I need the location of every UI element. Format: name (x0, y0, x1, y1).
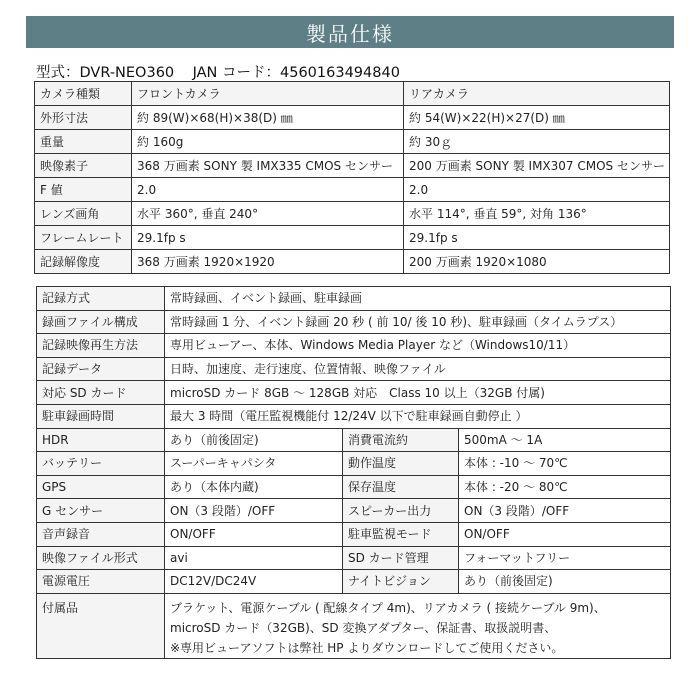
row-label: フレームレート (35, 226, 132, 250)
spec-value: ON（3 段階）/OFF (459, 499, 671, 523)
spec-value: 本体 : -10 ～ 70℃ (459, 452, 671, 476)
spec-value: 常時録画 1 分、イベント録画 20 秒 ( 前 10/ 後 10 秒)、駐車録画（タイムラプス） (165, 310, 671, 334)
column-header: リアカメラ (404, 82, 670, 106)
row-label: ナイトビジョン (343, 570, 459, 594)
spec-value: 本体 : -20 ～ 80℃ (459, 475, 671, 499)
table-row (35, 154, 670, 178)
table-row (35, 178, 670, 202)
spec-value: ON/OFF (459, 522, 671, 546)
table-row (37, 287, 671, 311)
table-row (35, 250, 670, 274)
row-label: 消費電流約 (343, 428, 459, 452)
spec-value: 約 30ｇ (404, 130, 670, 154)
table-row (37, 310, 671, 334)
spec-value: フォーマットフリー (459, 546, 671, 570)
table-row (37, 404, 671, 428)
model-line (36, 61, 400, 82)
spec-value: avi (165, 546, 343, 570)
row-label: 外形寸法 (35, 106, 132, 130)
table-row (37, 546, 671, 570)
spec-value: スーパーキャパシタ (165, 452, 343, 476)
row-label: 駐車録画時間 (37, 404, 165, 428)
spec-value: 約 160g (132, 130, 404, 154)
row-label: 記録方式 (37, 287, 165, 311)
row-label: 音声録音 (37, 522, 165, 546)
spec-value: 500mA ～ 1A (459, 428, 671, 452)
table-row (37, 570, 671, 594)
accessories-list (165, 593, 671, 658)
table-row (37, 452, 671, 476)
model-number: 型式：DVR-NEO360 (36, 65, 175, 81)
row-label: F 値 (35, 178, 132, 202)
spec-value: 約 54(W)×22(H)×27(D) ㎜ (404, 106, 670, 130)
table-row (37, 357, 671, 381)
table-row (37, 522, 671, 546)
general-spec-table (36, 286, 671, 659)
row-label: バッテリー (37, 452, 165, 476)
table-row (35, 106, 670, 130)
spec-value: 200 万画素 SONY 製 IMX307 CMOS センサー (404, 154, 670, 178)
spec-value: 約 89(W)×68(H)×38(D) ㎜ (132, 106, 404, 130)
accessory-line: ※専用ビューアソフトは弊社 HP よりダウンロードしてご使用ください。 (170, 640, 564, 655)
table-row (37, 499, 671, 523)
spec-value: DC12V/DC24V (165, 570, 343, 594)
camera-spec-table (34, 81, 670, 274)
spec-value: あり（本体内蔵) (165, 475, 343, 499)
spec-value: 200 万画素 1920×1080 (404, 250, 670, 274)
spec-value: ON/OFF (165, 522, 343, 546)
camera-table-header-row (35, 82, 670, 106)
spec-value: 368 万画素 1920×1920 (132, 250, 404, 274)
spec-value: 2.0 (404, 178, 670, 202)
spec-value: 専用ビューアー、本体、Windows Media Player など（Windows10/11） (165, 334, 671, 358)
spec-value: 29.1fp s (132, 226, 404, 250)
spec-value: 日時、加速度、走行速度、位置情報、映像ファイル (165, 357, 671, 381)
row-label: 電源電圧 (37, 570, 165, 594)
table-row (37, 428, 671, 452)
table-row (37, 475, 671, 499)
row-label: HDR (37, 428, 165, 452)
spec-value: 水平 360°, 垂直 240° (132, 202, 404, 226)
row-label: 付属品 (37, 593, 165, 658)
row-label: 動作温度 (343, 452, 459, 476)
spec-header-banner (26, 16, 674, 48)
spec-value: 2.0 (132, 178, 404, 202)
spec-value: あり（前後固定) (459, 570, 671, 594)
row-label: 映像素子 (35, 154, 132, 178)
row-label: 記録解像度 (35, 250, 132, 274)
row-label: 録画ファイル構成 (37, 310, 165, 334)
spec-value: ON（3 段階）/OFF (165, 499, 343, 523)
row-label: 駐車監視モード (343, 522, 459, 546)
table-row (35, 130, 670, 154)
row-label: 重量 (35, 130, 132, 154)
spec-value: あり（前後固定) (165, 428, 343, 452)
table-row (35, 202, 670, 226)
row-label: レンズ画角 (35, 202, 132, 226)
row-label: 保存温度 (343, 475, 459, 499)
spec-value: 水平 114°, 垂直 59°, 対角 136° (404, 202, 670, 226)
column-header: カメラ種類 (35, 82, 132, 106)
spec-value: 常時録画、イベント録画、駐車録画 (165, 287, 671, 311)
accessory-line: microSD カード（32GB)、SD 変換アダプター、保証書、取扱説明書、 (170, 620, 557, 635)
table-row (35, 226, 670, 250)
row-label: G センサー (37, 499, 165, 523)
page-title: 製品仕様 (306, 21, 394, 46)
row-label: スピーカー出力 (343, 499, 459, 523)
row-label: GPS (37, 475, 165, 499)
column-header: フロントカメラ (132, 82, 404, 106)
spec-value: 29.1fp s (404, 226, 670, 250)
spec-value: 368 万画素 SONY 製 IMX335 CMOS センサー (132, 154, 404, 178)
jan-code: JAN コード：4560163494840 (192, 65, 400, 81)
row-label: 対応 SD カード (37, 381, 165, 405)
row-label: SD カード管理 (343, 546, 459, 570)
spec-value: microSD カード 8GB ～ 128GB 対応 Class 10 以上（32GB 付属) (165, 381, 671, 405)
row-label: 映像ファイル形式 (37, 546, 165, 570)
row-label: 記録データ (37, 357, 165, 381)
row-label: 記録映像再生方法 (37, 334, 165, 358)
table-row (37, 334, 671, 358)
accessory-line: ブラケット、電源ケーブル ( 配線タイプ 4m)、リアカメラ ( 接続ケーブル 9m)、 (170, 600, 606, 615)
spec-value: 最大 3 時間（電圧監視機能付 12/24V 以下で駐車録画自動停止 ） (165, 404, 671, 428)
table-row (37, 381, 671, 405)
accessories-row (37, 593, 671, 658)
